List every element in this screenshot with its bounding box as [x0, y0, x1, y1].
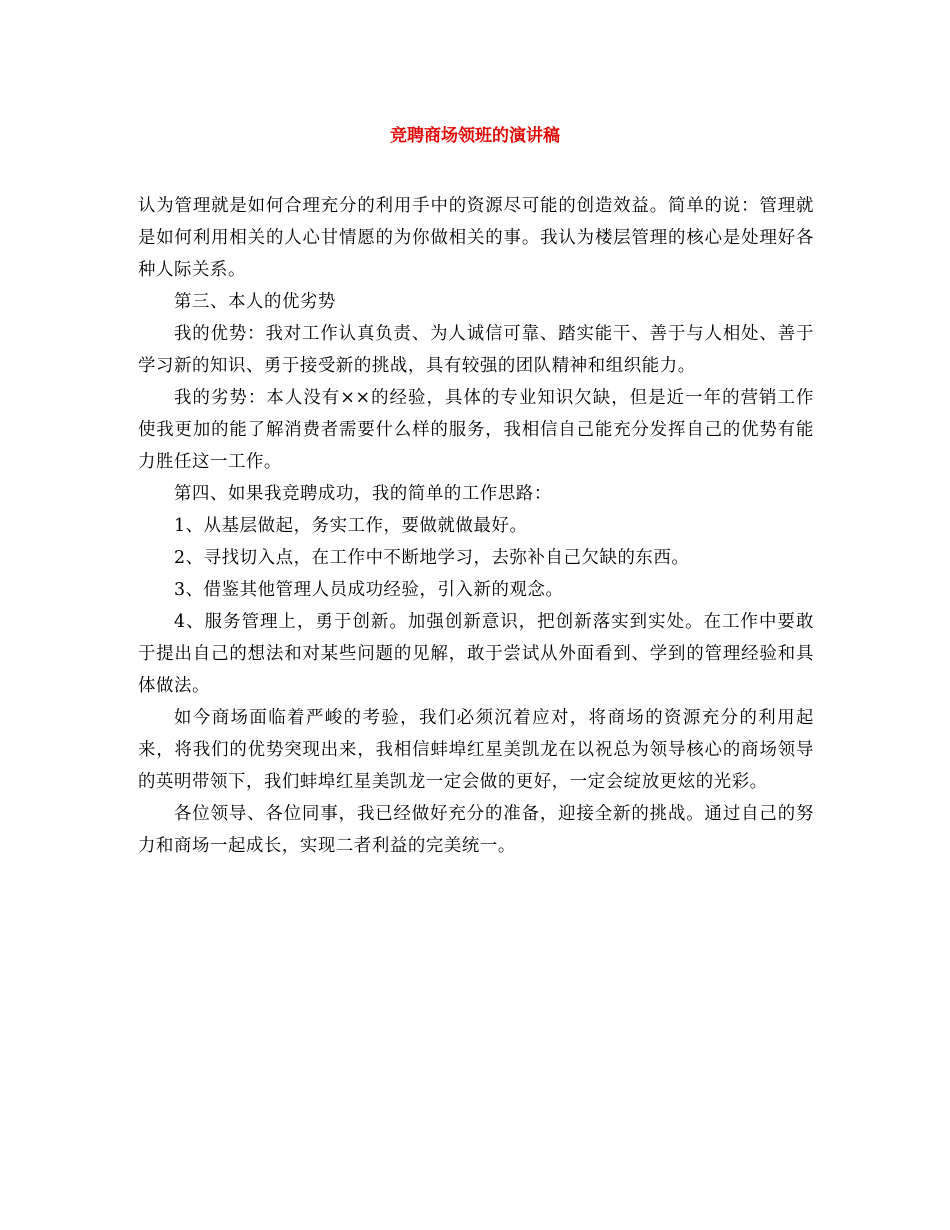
paragraph-closing: 各位领导、各位同事，我已经做好充分的准备，迎接全新的挑战。通过自己的努力和商场一起成长，实现二者利益的完美统一。 — [138, 804, 814, 856]
document-title: 竞聘商场领班的演讲稿 — [390, 126, 560, 146]
list-item-point-1: 1、从基层做起，务实工作，要做就做最好。 — [174, 516, 528, 536]
paragraph-management-definition: 认为管理就是如何合理充分的利用手中的资源尽可能的创造效益。简单的说：管理就是如何利用相关的人心甘情愿的为你做相关的事。我认为楼层管理的核心是处理好各种人际关系。 — [138, 196, 814, 280]
paragraph-section-three-heading: 第三、本人的优劣势 — [174, 292, 336, 312]
list-item-point-3: 3、借鉴其他管理人员成功经验，引入新的观念。 — [174, 580, 564, 600]
list-item-point-2: 2、寻找切入点，在工作中不断地学习，去弥补自己欠缺的东西。 — [174, 548, 690, 568]
paragraph-weaknesses: 我的劣势：本人没有××的经验，具体的专业知识欠缺，但是近一年的营销工作使我更加的能了解消费者需要什么样的服务，我相信自己能充分发挥自己的优势有能力胜任这一工作。 — [138, 388, 814, 472]
list-item-point-4: 4、服务管理上，勇于创新。加强创新意识，把创新落实到实处。在工作中要敢于提出自己的想法和对某些问题的见解，敢于尝试从外面看到、学到的管理经验和具体做法。 — [138, 612, 814, 696]
document-body — [138, 190, 814, 862]
paragraph-section-four-heading: 第四、如果我竞聘成功，我的简单的工作思路： — [174, 484, 552, 504]
paragraph-strengths: 我的优势：我对工作认真负责、为人诚信可靠、踏实能干、善于与人相处、善于学习新的知识、勇于接受新的挑战，具有较强的团队精神和组织能力。 — [138, 324, 814, 376]
paragraph-current-challenges: 如今商场面临着严峻的考验，我们必须沉着应对，将商场的资源充分的利用起来，将我们的优势突现出来，我相信蚌埠红星美凯龙在以祝总为领导核心的商场领导的英明带领下，我们蚌埠红星美凯龙一定会做的更好，一定会绽放更炫的光彩。 — [138, 708, 814, 792]
